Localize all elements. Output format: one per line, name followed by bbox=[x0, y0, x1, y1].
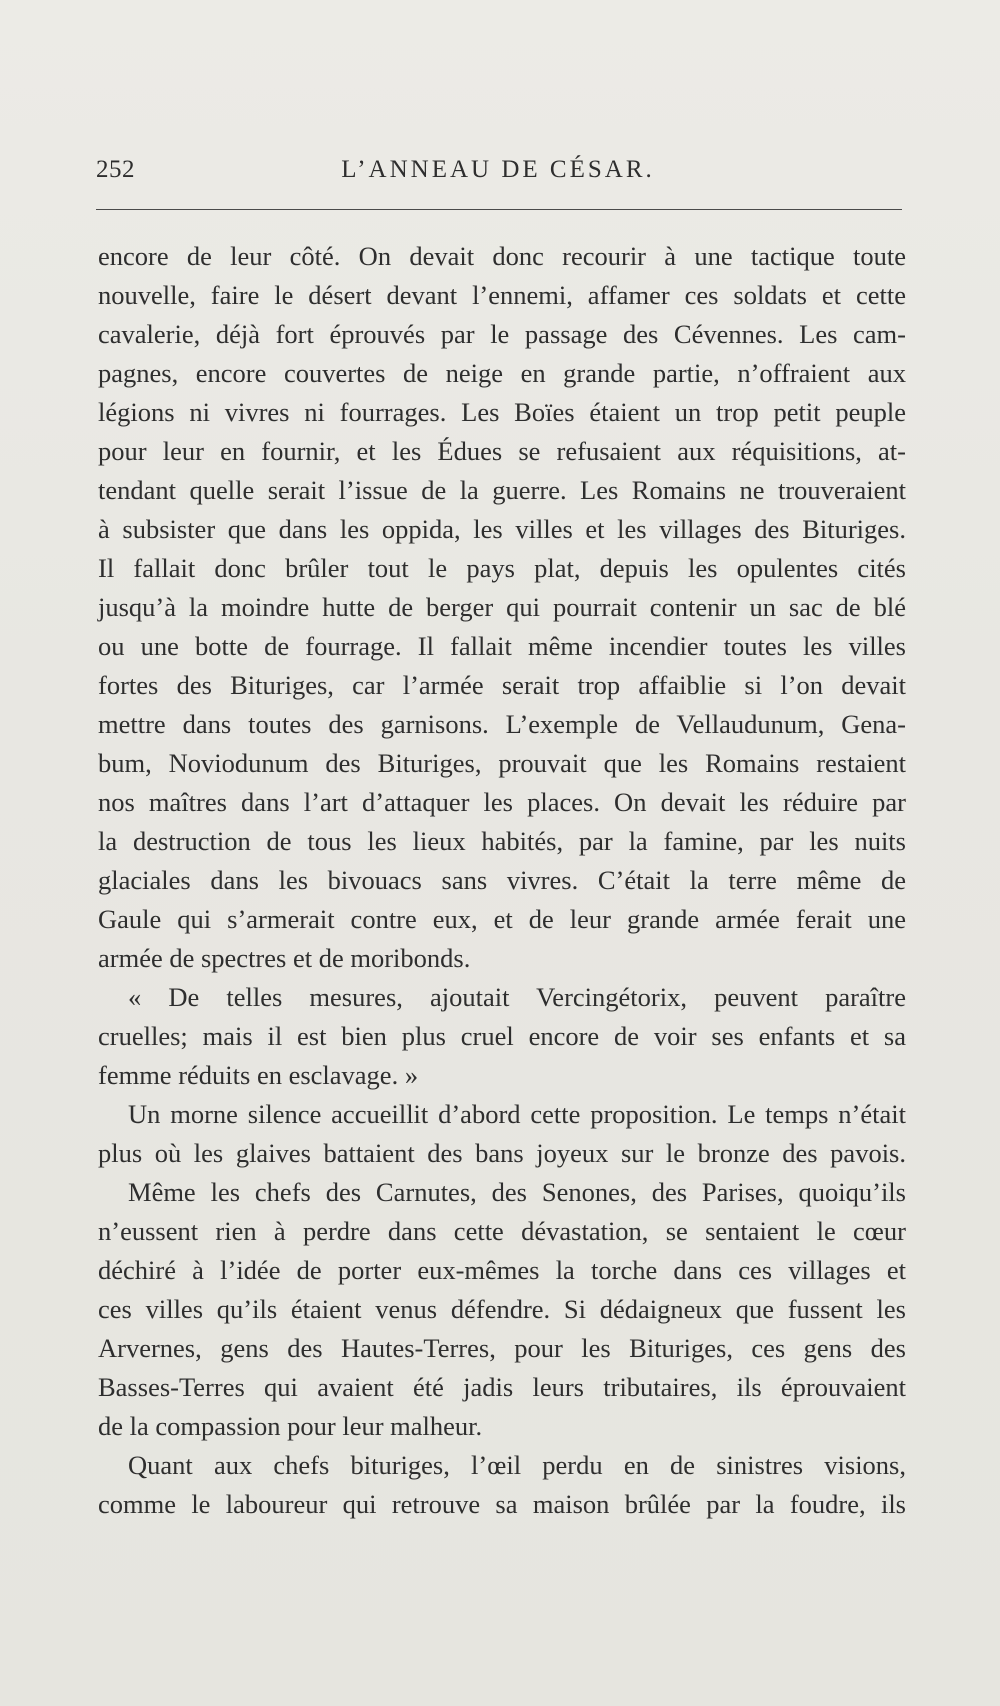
text-line: Arvernes, gens des Hautes-Terres, pour les Bituriges, ces gens des bbox=[98, 1333, 906, 1363]
text-line: comme le laboureur qui retrouve sa maison brûlée par la foudre, ils bbox=[98, 1489, 906, 1519]
text-line: ou une botte de fourrage. Il fallait même incendier toutes les villes bbox=[98, 631, 906, 661]
text-line: « De telles mesures, ajoutait Vercingétorix, peuvent paraître bbox=[128, 982, 906, 1012]
text-line: Quant aux chefs bituriges, l’œil perdu en de sinistres visions, bbox=[128, 1450, 906, 1480]
text-line: pour leur en fournir, et les Édues se refusaient aux réquisitions, at- bbox=[98, 436, 906, 466]
text-line: déchiré à l’idée de porter eux-mêmes la torche dans ces villages et bbox=[98, 1255, 906, 1285]
text-line: nouvelle, faire le désert devant l’ennemi, affamer ces soldats et cette bbox=[98, 280, 906, 310]
running-title: L’ANNEAU DE CÉSAR. bbox=[341, 156, 655, 183]
text-line: pagnes, encore couvertes de neige en grande partie, n’offraient aux bbox=[98, 358, 906, 388]
text-line: jusqu’à la moindre hutte de berger qui pourrait contenir un sac de blé bbox=[98, 592, 906, 622]
body-text bbox=[98, 237, 906, 1524]
text-line: bum, Noviodunum des Bituriges, prouvait que les Romains restaient bbox=[98, 748, 906, 778]
text-line: encore de leur côté. On devait donc recourir à une tactique toute bbox=[98, 241, 906, 271]
text-line: Un morne silence accueillit d’abord cette proposition. Le temps n’était bbox=[128, 1099, 906, 1129]
text-line: légions ni vivres ni fourrages. Les Boïes étaient un trop petit peuple bbox=[98, 397, 906, 427]
text-line: mettre dans toutes des garnisons. L’exemple de Vellaudunum, Gena- bbox=[98, 709, 906, 739]
text-line: Même les chefs des Carnutes, des Senones, des Parises, quoiqu’ils bbox=[128, 1177, 906, 1207]
text-line: glaciales dans les bivouacs sans vivres. C’était la terre même de bbox=[98, 865, 906, 895]
text-line: nos maîtres dans l’art d’attaquer les places. On devait les réduire par bbox=[98, 787, 906, 817]
header-rule bbox=[96, 209, 902, 210]
text-line: Gaule qui s’armerait contre eux, et de leur grande armée ferait une bbox=[98, 904, 906, 934]
text-line: Basses-Terres qui avaient été jadis leurs tributaires, ils éprouvaient bbox=[98, 1372, 906, 1402]
page-number: 252 bbox=[96, 156, 135, 183]
text-line: Il fallait donc brûler tout le pays plat, depuis les opulentes cités bbox=[98, 553, 906, 583]
text-line: cavalerie, déjà fort éprouvés par le passage des Cévennes. Les cam- bbox=[98, 319, 906, 349]
text-line: armée de spectres et de moribonds. bbox=[98, 943, 471, 973]
text-line: à subsister que dans les oppida, les villes et les villages des Bituriges. bbox=[98, 514, 906, 544]
text-line: tendant quelle serait l’issue de la guerre. Les Romains ne trouveraient bbox=[98, 475, 906, 505]
text-line: femme réduits en esclavage. » bbox=[98, 1060, 419, 1090]
text-line: cruelles; mais il est bien plus cruel encore de voir ses enfants et sa bbox=[98, 1021, 906, 1051]
text-line: n’eussent rien à perdre dans cette dévastation, se sentaient le cœur bbox=[98, 1216, 906, 1246]
text-line: la destruction de tous les lieux habités, par la famine, par les nuits bbox=[98, 826, 906, 856]
text-line: de la compassion pour leur malheur. bbox=[98, 1411, 483, 1441]
text-line: ces villes qu’ils étaient venus défendre. Si dédaigneux que fussent les bbox=[98, 1294, 906, 1324]
page-header bbox=[96, 156, 900, 196]
text-line: fortes des Bituriges, car l’armée serait trop affaiblie si l’on devait bbox=[98, 670, 906, 700]
text-line: plus où les glaives battaient des bans joyeux sur le bronze des pavois. bbox=[98, 1138, 906, 1168]
